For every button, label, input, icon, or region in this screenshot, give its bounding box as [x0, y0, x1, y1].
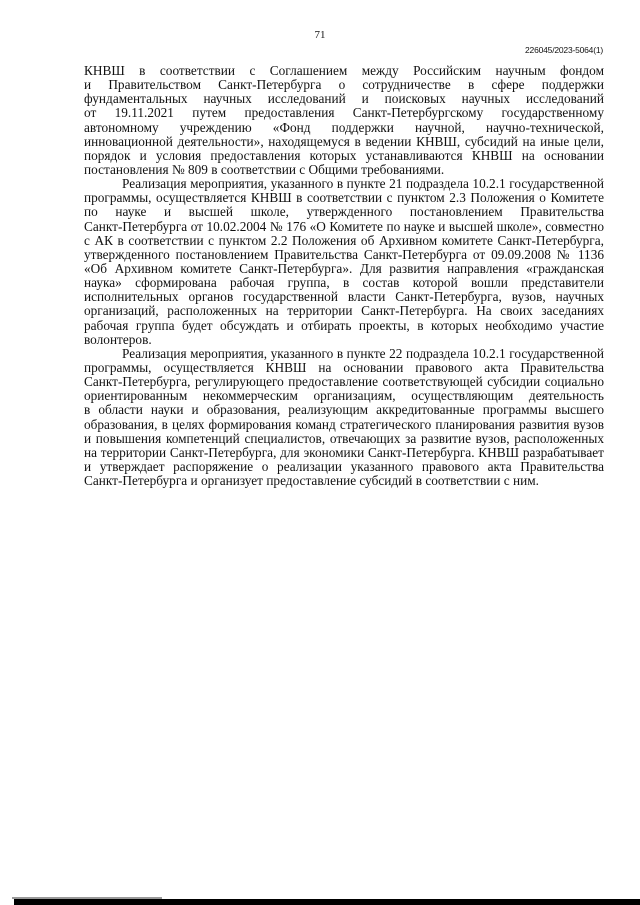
text-line: программы, осуществляется КНВШ в соответствии с пунктом 2.3 Положения о Комитете — [84, 190, 604, 206]
text-line: Реализация мероприятия, указанного в пункте 22 подраздела 10.2.1 государственной — [122, 345, 604, 361]
text-line: рабочая группа будет обсуждать и отбирать проекты, в которых необходимо участие — [84, 317, 604, 333]
text-line: в области науки и образования, реализующим аккредитованные программы высшего — [84, 402, 604, 418]
text-line: от 19.11.2021 путем предоставления Санкт-Петербургскому государственному — [84, 105, 604, 121]
text-line: на территории Санкт-Петербурга, для экономики Санкт-Петербурга. КНВШ разрабатывает — [84, 444, 604, 460]
text-line: по науке и высшей школе, утвержденного постановлением Правительства — [84, 204, 604, 220]
text-line: Санкт-Петербурга от 10.02.2004 № 176 «О Комитете по науке и высшей школе», совместно — [84, 218, 604, 234]
document-id: 226045/2023-5064(1) — [525, 45, 603, 55]
text-line: автономному учреждению «Фонд поддержки научной, научно-технической, — [84, 119, 604, 135]
text-line: порядок и условия предоставления которых устанавливаются КНВШ на основании — [84, 147, 604, 163]
paragraph — [84, 347, 604, 488]
text-line: организаций, расположенных на территории Санкт-Петербурга. На своих заседаниях — [84, 303, 604, 319]
text-line: Реализация мероприятия, указанного в пункте 21 подраздела 10.2.1 государственной — [122, 176, 604, 192]
text-line: и утверждает распоряжение о реализации указанного правового акта Правительства — [84, 458, 604, 474]
paragraph — [84, 64, 604, 177]
text-line: «Об Архивном комитете Санкт-Петербурга». Для развития направления «гражданская — [84, 260, 604, 276]
scan-edge-bar — [14, 899, 640, 905]
text-line: исполнительных органов государственной власти Санкт-Петербурга, вузов, научных — [84, 289, 604, 305]
text-line: волонтеров. — [84, 331, 152, 347]
text-line: фундаментальных научных исследований и поисковых научных исследований — [84, 91, 604, 107]
text-line: ориентированным некоммерческим организациям, осуществляющим деятельность — [84, 388, 604, 404]
text-line: Санкт-Петербурга, регулирующего предоставление соответствующей субсидии социально — [84, 374, 604, 390]
text-line: и повышения компетенций специалистов, отвечающих за развитие вузов, расположенных — [84, 430, 604, 446]
text-line: программы, осуществляется КНВШ на основании правового акта Правительства — [84, 359, 604, 375]
text-line: и Правительством Санкт-Петербурга о сотрудничестве в сфере поддержки — [84, 77, 604, 93]
text-line: инновационной деятельности», находящемуся в ведении КНВШ, субсидий на иные цели, — [84, 133, 604, 149]
text-line: Санкт-Петербурга и организует предоставление субсидий в соответствии с ним. — [84, 473, 539, 489]
page-number: 71 — [314, 29, 326, 41]
text-line: КНВШ в соответствии с Соглашением между Российским научным фондом — [84, 63, 604, 78]
paragraph — [84, 177, 604, 347]
text-line: образования, в целях формирования команд стратегического планирования развития вузов — [84, 416, 604, 432]
text-line: с АК в соответствии с пунктом 2.2 Положения об Архивном комитете Санкт-Петербурга, — [84, 232, 604, 248]
text-line: постановления № 809 в соответствии с Общими требованиями. — [84, 161, 445, 177]
text-line: наука» сформирована рабочая группа, в состав которой вошли представители — [84, 275, 604, 291]
text-line: утвержденного постановлением Правительства Санкт-Петербурга от 09.09.2008 № 1136 — [84, 246, 604, 262]
document-body — [84, 64, 604, 488]
